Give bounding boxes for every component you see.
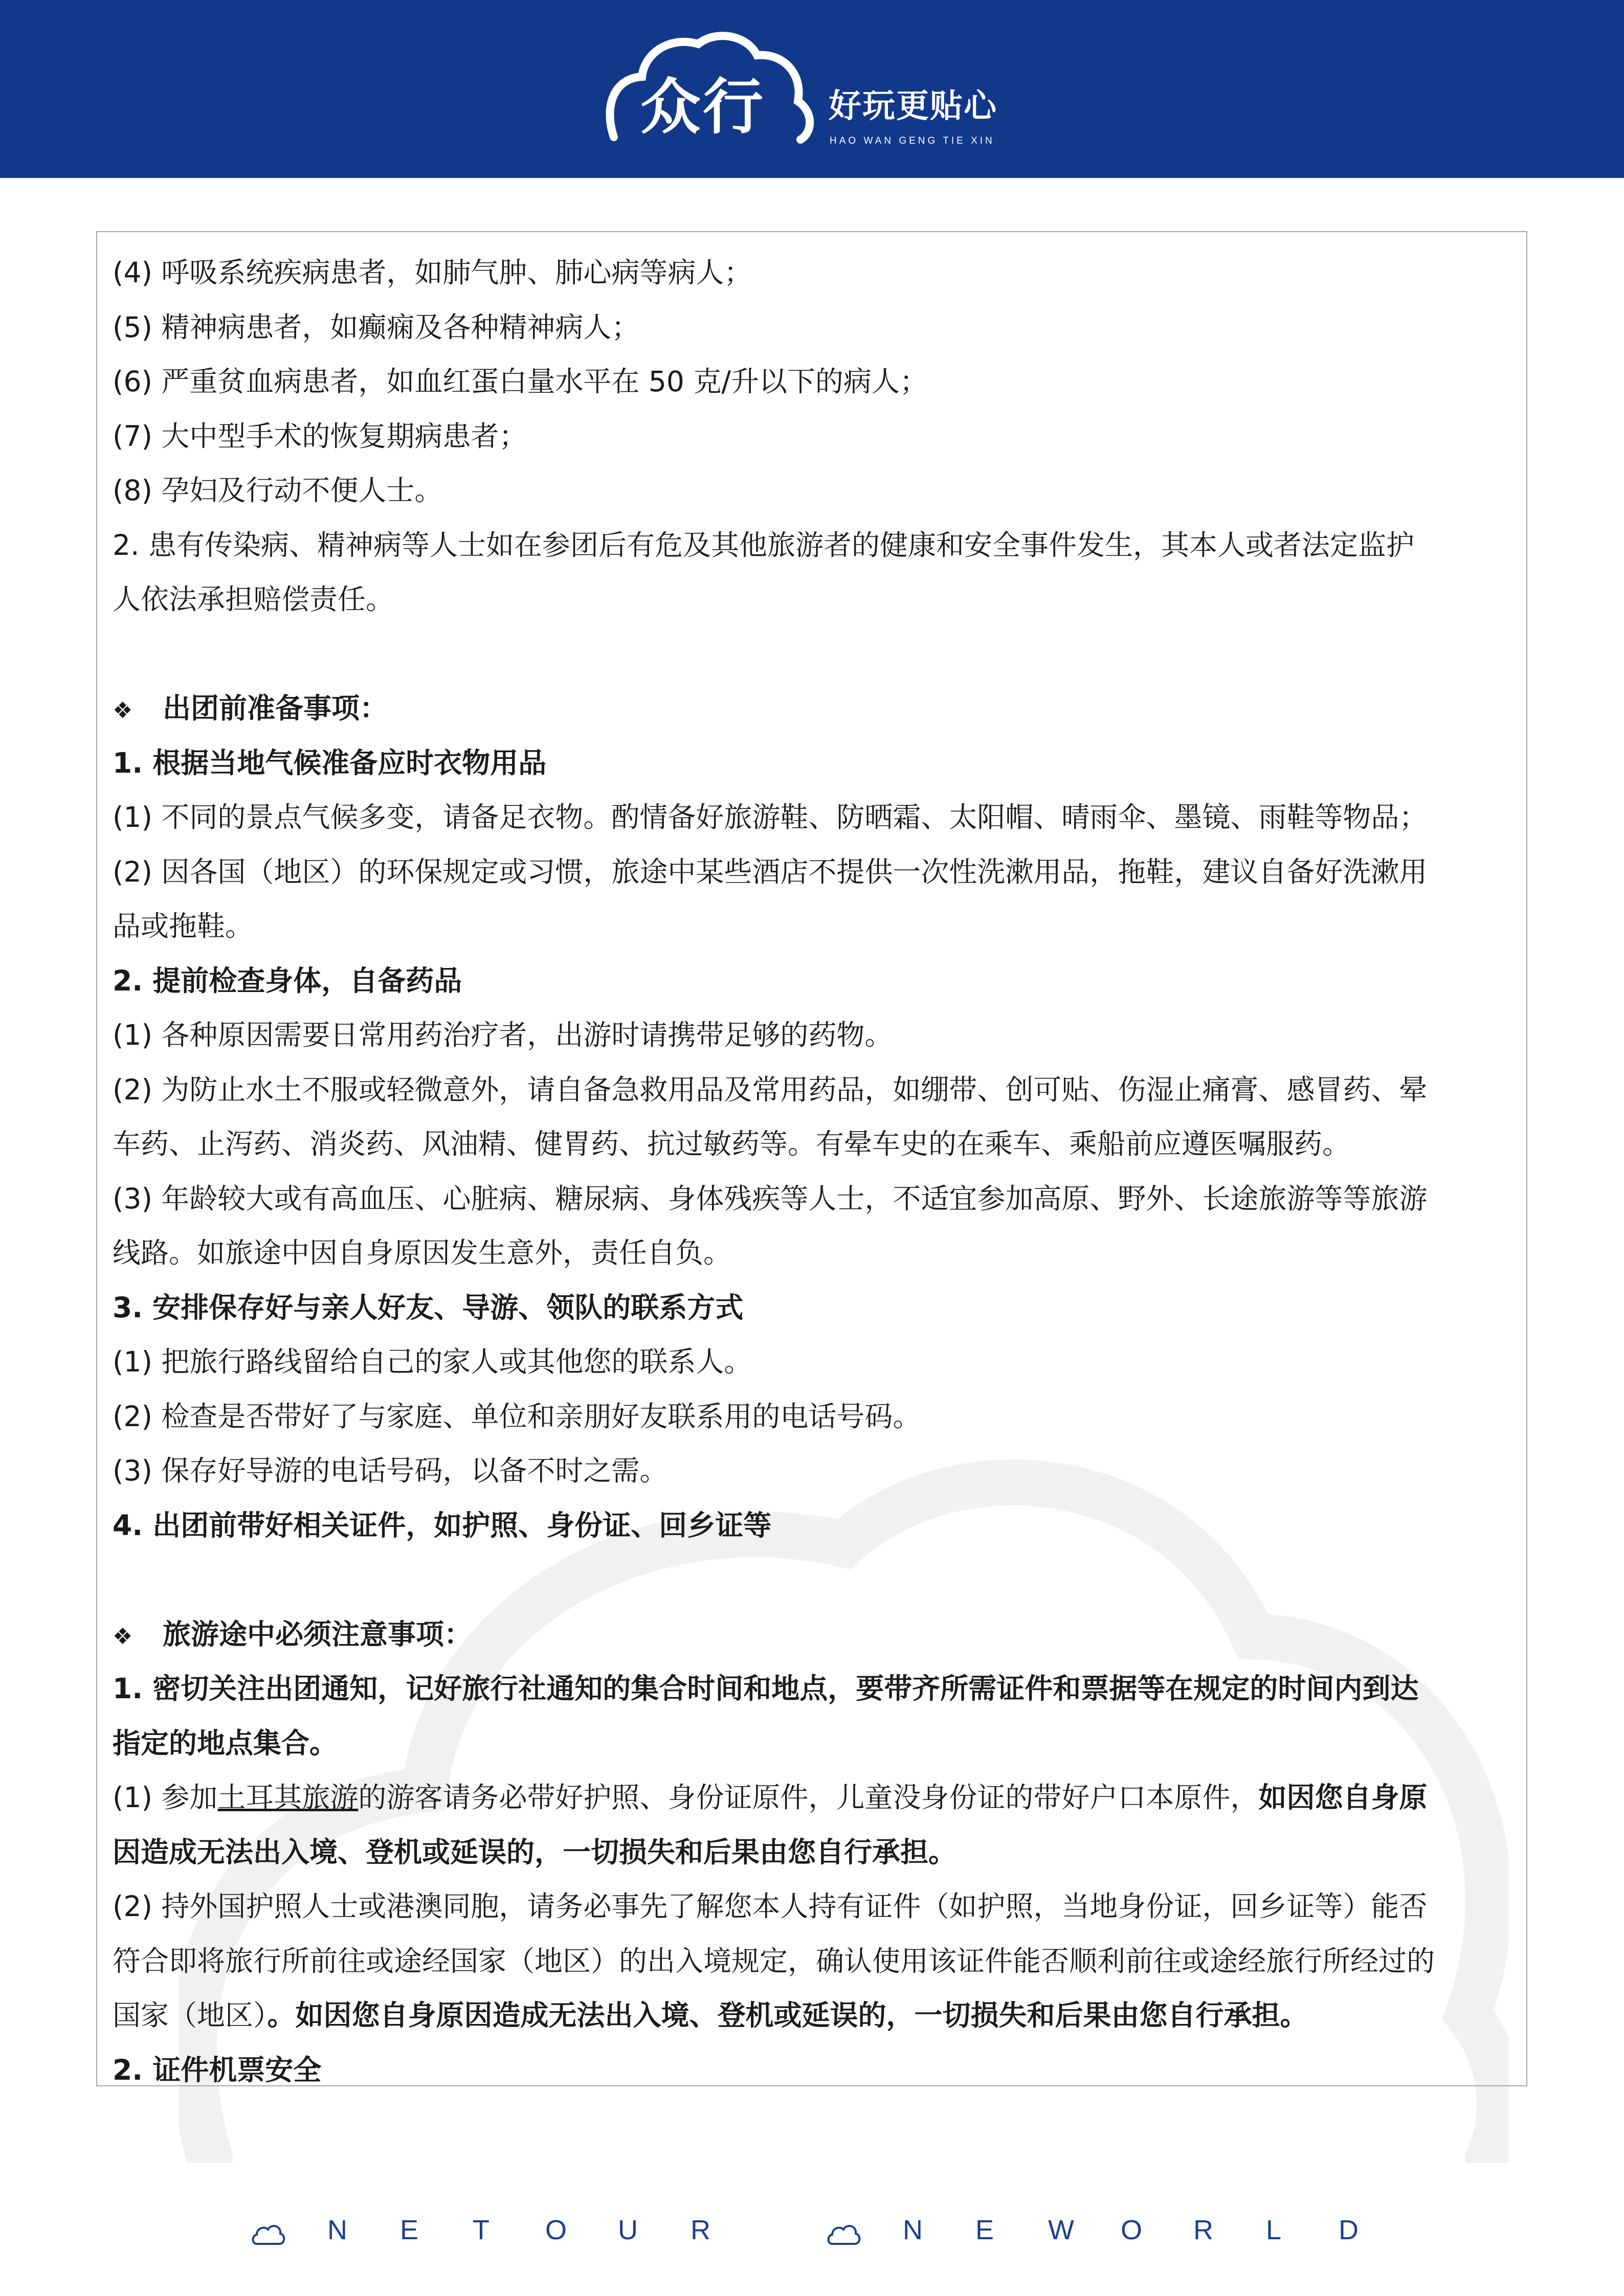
text-line: 线路。如旅途中因自身原因发生意外，责任自负。: [113, 1236, 732, 1269]
footer-word-oneworld: [903, 2214, 1411, 2246]
footer-letter: E: [400, 2215, 419, 2245]
logo-name: 众行: [640, 72, 766, 142]
diamond-bullet-icon: ❖: [113, 1623, 133, 1650]
blank-line: [113, 627, 1513, 682]
text-line: 车药、止泻药、消炎药、风油精、健胃药、抗过敏药等。有晕车史的在乘车、乘船前应遵医嘱服药。: [113, 1128, 1351, 1160]
text-line: 人依法承担赔偿责任。: [113, 583, 394, 616]
text-line: (2) 检查是否带好了与家庭、单位和亲朋好友联系用的电话号码。: [113, 1400, 921, 1433]
footer-onetour: [251, 2214, 803, 2255]
text-line: (6) 严重贫血病患者，如血红蛋白量水平在 50 克/升以下的病人；: [113, 365, 928, 398]
cloud-icon: [251, 2221, 286, 2247]
section-heading-during-trip: [113, 1607, 1513, 1662]
footer-letter: L: [1266, 2215, 1282, 2245]
diamond-bullet-icon: ❖: [113, 697, 133, 724]
text-line: (7) 大中型手术的恢复期病患者；: [113, 419, 527, 453]
footer-letter: R: [1193, 2215, 1213, 2245]
text-line: 品或拖鞋。: [113, 910, 254, 942]
footer-letter: N: [903, 2215, 923, 2245]
text-run: 国家（地区）: [113, 1999, 268, 2032]
text-line: (3) 保存好导游的电话号码，以备不时之需。: [113, 1454, 668, 1487]
text-line: (1) 不同的景点气候多变，请备足衣物。酌情备好旅游鞋、防晒霜、太阳帽、晴雨伞、墨镜、雨鞋等物品；: [113, 801, 1428, 834]
text-line: (5) 精神病患者，如癫痫及各种精神病人；: [113, 310, 640, 344]
text-line: (3) 年龄较大或有高血压、心脏病、糖尿病、身体残疾等人士，不适宜参加高原、野外、长途旅游等等旅游: [113, 1182, 1428, 1215]
turkey-tour-link[interactable]: 土耳其旅游: [217, 1781, 359, 1814]
cloud-icon: [826, 2221, 862, 2247]
subheading: 4. 出团前带好相关证件，如护照、身份证、回乡证等: [113, 1509, 772, 1542]
text-line: (8) 孕妇及行动不便人士。: [113, 474, 443, 507]
footer-oneworld: [826, 2214, 1440, 2255]
text-line: [113, 1988, 1513, 2043]
section-title: 出团前准备事项：: [163, 692, 388, 725]
text-run-bold: 。如因您自身原因造成无法出入境、登机或延误的，一切损失和后果由您自行承担。: [267, 1999, 1308, 2032]
footer-letter: N: [327, 2215, 347, 2245]
footer-letter: D: [1339, 2215, 1359, 2245]
subheading: 1. 密切关注出团通知，记好旅行社通知的集合时间和地点，要带齐所需证件和票据等在规定的时间内到达: [113, 1672, 1419, 1705]
notice-content-box: [96, 231, 1527, 2086]
text-line: 2. 患有传染病、精神病等人士如在参团后有危及其他旅游者的健康和安全事件发生，其本人或者法定监护: [113, 528, 1414, 561]
subheading: 3. 安排保存好与亲人好友、导游、领队的联系方式: [113, 1291, 744, 1324]
text-run-bold: 如因您自身原: [1258, 1781, 1428, 1814]
text-line: (2) 因各国（地区）的环保规定或习惯，旅途中某些酒店不提供一次性洗漱用品，拖鞋，建议自备好洗漱用: [113, 855, 1428, 888]
brand-logo: [593, 30, 1043, 157]
footer-letter: O: [545, 2215, 567, 2245]
subheading: 2. 证件机票安全: [113, 2053, 322, 2086]
text-line: (1) 各种原因需要日常用药治疗者，出游时请携带足够的药物。: [113, 1019, 893, 1051]
text-line: (2) 持外国护照人士或港澳同胞，请务必事先了解您本人持有证件（如护照，当地身份证，回乡证等）能否: [113, 1890, 1428, 1923]
footer-letter: R: [691, 2215, 710, 2245]
footer-letter: E: [975, 2215, 994, 2245]
text-line: 符合即将旅行所前往或途经国家（地区）的出入境规定，确认使用该证件能否顺利前往或途经旅行所经过的: [113, 1944, 1435, 1977]
logo-slogan-pinyin: HAO WAN GENG TIE XIN: [830, 136, 995, 146]
text-line: [113, 1770, 1513, 1825]
text-run: (1) 参加: [113, 1781, 218, 1814]
logo-slogan: 好玩更贴心: [829, 87, 997, 125]
section-title: 旅游途中必须注意事项：: [163, 1617, 473, 1651]
text-line: (4) 呼吸系统疾病患者，如肺气肿、肺心病等病人；: [113, 256, 752, 289]
footer-letter: T: [473, 2215, 490, 2245]
header-banner: [0, 0, 1624, 178]
text-line: (2) 为防止水土不服或轻微意外，请自备急救用品及常用药品，如绷带、创可贴、伤湿止痛膏、感冒药、晕: [113, 1073, 1428, 1106]
subheading: 2. 提前检查身体，自备药品: [113, 964, 462, 997]
footer-letter: W: [1048, 2215, 1074, 2245]
subheading: 指定的地点集合。: [113, 1726, 338, 1760]
text-run: 的游客请务必带好护照、身份证原件，儿童没身份证的带好户口本原件，: [358, 1781, 1259, 1814]
text-line: (1) 把旅行路线留给自己的家人或其他您的联系人。: [113, 1345, 752, 1378]
subheading: 1. 根据当地气候准备应时衣物用品: [113, 746, 547, 779]
footer-word-onetour: [327, 2214, 763, 2246]
blank-line: [113, 1552, 1513, 1607]
section-heading-preparation: [113, 681, 1513, 736]
footer-letter: U: [618, 2215, 638, 2245]
text-line-bold: 因造成无法出入境、登机或延误的，一切损失和后果由您自行承担。: [113, 1835, 957, 1869]
footer-letter: O: [1121, 2215, 1143, 2245]
